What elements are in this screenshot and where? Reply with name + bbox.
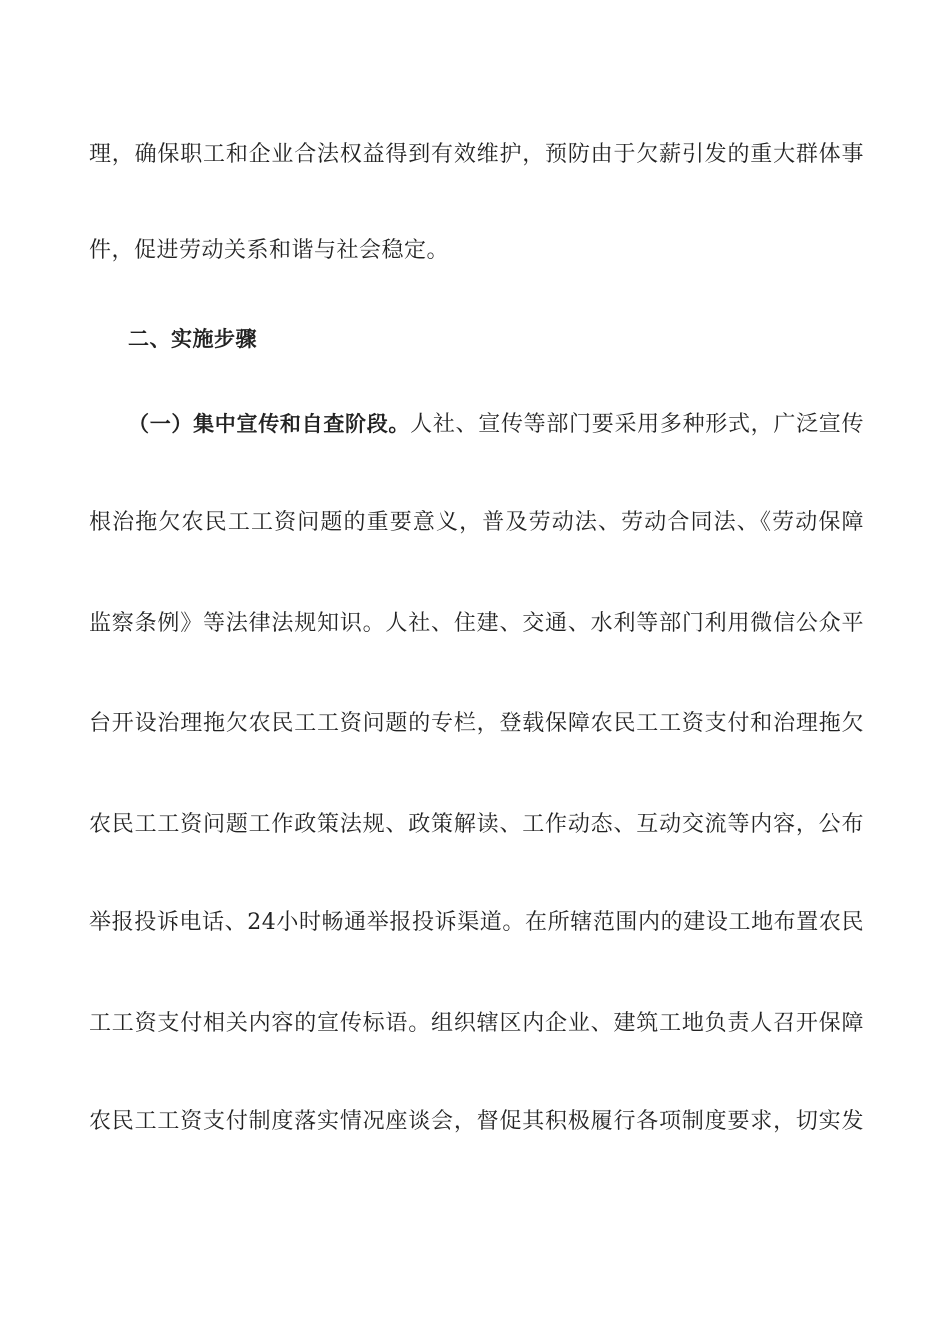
paragraph-line-5: 台开设治理拖欠农民工工资问题的专栏，登载保障农民工工资支付和治理拖欠 — [89, 711, 864, 736]
paragraph-line-9: 农民工工资支付制度落实情况座谈会，督促其积极履行各项制度要求，切实发 — [89, 1109, 864, 1134]
paragraph-line-3: 根治拖欠农民工工资问题的重要意义，普及劳动法、劳动合同法、《劳动保障 — [89, 510, 864, 535]
paragraph-line-1: 理，确保职工和企业合法权益得到有效维护，预防由于欠薪引发的重大群体事 — [89, 142, 864, 167]
subsection-text: 人社、宣传等部门要采用多种形式，广泛宣传 — [410, 412, 864, 437]
paragraph-line-4: 监察条例》等法律法规知识。人社、住建、交通、水利等部门利用微信公众平 — [89, 611, 864, 636]
subsection-title: （一）集中宣传和自查阶段。 — [128, 412, 411, 436]
section-heading: 二、实施步骤 — [128, 327, 257, 351]
paragraph-line-6: 农民工工资问题工作政策法规、政策解读、工作动态、互动交流等内容，公布 — [89, 812, 864, 837]
paragraph-line-8: 工工资支付相关内容的宣传标语。组织辖区内企业、建筑工地负责人召开保障 — [89, 1011, 864, 1036]
paragraph-line-7: 举报投诉电话、24小时畅通举报投诉渠道。在所辖范围内的建设工地布置农民 — [89, 910, 864, 935]
paragraph-line-2: 件，促进劳动关系和谐与社会稳定。 — [89, 238, 450, 263]
subsection-first-line — [128, 409, 864, 439]
